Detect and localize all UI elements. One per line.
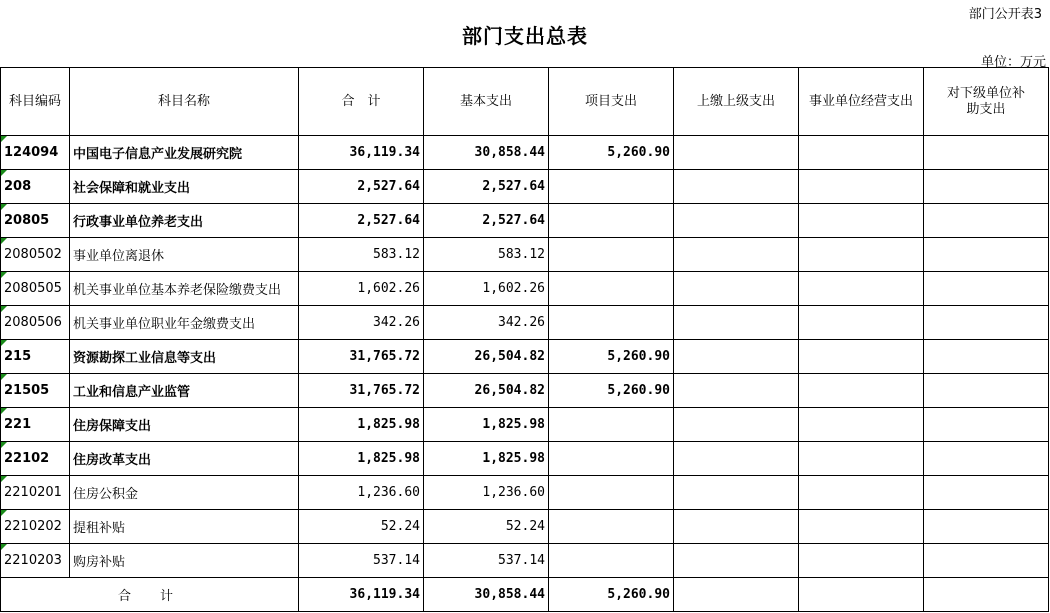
total-project: 5,260.90	[549, 578, 674, 612]
row-basic: 583.12	[424, 238, 549, 272]
row-upper	[674, 204, 799, 238]
row-code: 2210201	[1, 476, 70, 510]
total-total: 36,119.34	[299, 578, 424, 612]
cell-marker-icon	[1, 340, 7, 346]
row-total: 583.12	[299, 238, 424, 272]
table-row	[1, 374, 1049, 408]
cell-marker-icon	[1, 544, 7, 550]
header-subsidy: 对下级单位补助支出	[924, 68, 1049, 136]
row-subsidy	[924, 374, 1049, 408]
table-row	[1, 442, 1049, 476]
row-subsidy	[924, 306, 1049, 340]
row-subsidy	[924, 476, 1049, 510]
cell-marker-icon	[1, 408, 7, 414]
row-subsidy	[924, 272, 1049, 306]
row-project	[549, 204, 674, 238]
total-subsidy	[924, 578, 1049, 612]
row-name: 住房改革支出	[70, 442, 299, 476]
row-basic: 342.26	[424, 306, 549, 340]
table-row	[1, 204, 1049, 238]
row-total: 1,236.60	[299, 476, 424, 510]
table-row	[1, 544, 1049, 578]
total-basic: 30,858.44	[424, 578, 549, 612]
cell-marker-icon	[1, 204, 7, 210]
row-project: 5,260.90	[549, 374, 674, 408]
row-business	[799, 170, 924, 204]
row-subsidy	[924, 510, 1049, 544]
table-row	[1, 476, 1049, 510]
row-total: 2,527.64	[299, 204, 424, 238]
row-project	[549, 272, 674, 306]
row-subsidy	[924, 170, 1049, 204]
row-code: 208	[1, 170, 70, 204]
row-upper	[674, 306, 799, 340]
unit-label: 单位：万元	[980, 55, 1046, 70]
row-name: 工业和信息产业监管	[70, 374, 299, 408]
row-total: 1,825.98	[299, 408, 424, 442]
row-total: 36,119.34	[299, 136, 424, 170]
row-code: 2080506	[1, 306, 70, 340]
row-total: 2,527.64	[299, 170, 424, 204]
row-basic: 52.24	[424, 510, 549, 544]
row-total: 31,765.72	[299, 340, 424, 374]
row-total: 342.26	[299, 306, 424, 340]
row-basic: 26,504.82	[424, 340, 549, 374]
cell-marker-icon	[1, 442, 7, 448]
header-name: 科目名称	[70, 68, 299, 136]
row-business	[799, 272, 924, 306]
row-total: 537.14	[299, 544, 424, 578]
row-name: 事业单位离退休	[70, 238, 299, 272]
row-subsidy	[924, 408, 1049, 442]
row-code: 2210203	[1, 544, 70, 578]
row-code: 124094	[1, 136, 70, 170]
row-project: 5,260.90	[549, 136, 674, 170]
cell-marker-icon	[1, 510, 7, 516]
table-row	[1, 238, 1049, 272]
row-code: 21505	[1, 374, 70, 408]
table-body	[1, 136, 1049, 578]
row-name: 购房补贴	[70, 544, 299, 578]
row-name: 提租补贴	[70, 510, 299, 544]
row-name: 住房公积金	[70, 476, 299, 510]
row-upper	[674, 408, 799, 442]
row-code: 215	[1, 340, 70, 374]
row-project	[549, 510, 674, 544]
row-business	[799, 136, 924, 170]
row-upper	[674, 442, 799, 476]
row-upper	[674, 136, 799, 170]
row-basic: 537.14	[424, 544, 549, 578]
header-business: 事业单位经营支出	[799, 68, 924, 136]
row-project	[549, 238, 674, 272]
row-business	[799, 204, 924, 238]
cell-marker-icon	[1, 238, 7, 244]
row-subsidy	[924, 204, 1049, 238]
page-title: 部门支出总表	[462, 24, 588, 48]
row-upper	[674, 272, 799, 306]
row-business	[799, 238, 924, 272]
header-project: 项目支出	[549, 68, 674, 136]
row-business	[799, 476, 924, 510]
row-business	[799, 306, 924, 340]
row-code: 2080505	[1, 272, 70, 306]
row-project	[549, 476, 674, 510]
row-basic: 1,236.60	[424, 476, 549, 510]
header-row	[1, 68, 1049, 136]
row-upper	[674, 476, 799, 510]
form-number: 部门公开表3	[968, 7, 1042, 22]
row-basic: 1,825.98	[424, 408, 549, 442]
row-project: 5,260.90	[549, 340, 674, 374]
row-name: 资源勘探工业信息等支出	[70, 340, 299, 374]
total-business	[799, 578, 924, 612]
row-name: 社会保障和就业支出	[70, 170, 299, 204]
header-basic: 基本支出	[424, 68, 549, 136]
expenditure-table	[0, 67, 1049, 612]
row-code: 221	[1, 408, 70, 442]
row-name: 中国电子信息产业发展研究院	[70, 136, 299, 170]
total-row	[1, 578, 1049, 612]
row-total: 1,602.26	[299, 272, 424, 306]
header-upper: 上缴上级支出	[674, 68, 799, 136]
row-upper	[674, 170, 799, 204]
row-upper	[674, 374, 799, 408]
table-row	[1, 136, 1049, 170]
row-code: 2210202	[1, 510, 70, 544]
row-name: 机关事业单位基本养老保险缴费支出	[70, 272, 299, 306]
row-name: 住房保障支出	[70, 408, 299, 442]
row-business	[799, 510, 924, 544]
row-basic: 26,504.82	[424, 374, 549, 408]
row-project	[549, 544, 674, 578]
row-upper	[674, 510, 799, 544]
row-basic: 2,527.64	[424, 170, 549, 204]
row-name: 机关事业单位职业年金缴费支出	[70, 306, 299, 340]
row-project	[549, 442, 674, 476]
row-upper	[674, 238, 799, 272]
row-subsidy	[924, 442, 1049, 476]
row-total: 52.24	[299, 510, 424, 544]
cell-marker-icon	[1, 306, 7, 312]
table-row	[1, 408, 1049, 442]
row-basic: 1,602.26	[424, 272, 549, 306]
row-total: 31,765.72	[299, 374, 424, 408]
row-project	[549, 306, 674, 340]
row-business	[799, 374, 924, 408]
row-subsidy	[924, 340, 1049, 374]
row-project	[549, 408, 674, 442]
cell-marker-icon	[1, 136, 7, 142]
cell-marker-icon	[1, 476, 7, 482]
row-basic: 30,858.44	[424, 136, 549, 170]
row-upper	[674, 544, 799, 578]
row-upper	[674, 340, 799, 374]
row-name: 行政事业单位养老支出	[70, 204, 299, 238]
table-row	[1, 510, 1049, 544]
row-code: 20805	[1, 204, 70, 238]
table-row	[1, 272, 1049, 306]
cell-marker-icon	[1, 170, 7, 176]
table-row	[1, 340, 1049, 374]
cell-marker-icon	[1, 272, 7, 278]
row-subsidy	[924, 544, 1049, 578]
total-upper	[674, 578, 799, 612]
row-code: 2080502	[1, 238, 70, 272]
total-label: 合 计	[1, 578, 299, 612]
header-code: 科目编码	[1, 68, 70, 136]
row-basic: 1,825.98	[424, 442, 549, 476]
row-subsidy	[924, 238, 1049, 272]
table-row	[1, 170, 1049, 204]
row-business	[799, 340, 924, 374]
header-total: 合 计	[299, 68, 424, 136]
table-row	[1, 306, 1049, 340]
row-business	[799, 544, 924, 578]
row-subsidy	[924, 136, 1049, 170]
row-business	[799, 408, 924, 442]
row-total: 1,825.98	[299, 442, 424, 476]
row-basic: 2,527.64	[424, 204, 549, 238]
row-code: 22102	[1, 442, 70, 476]
row-business	[799, 442, 924, 476]
cell-marker-icon	[1, 374, 7, 380]
row-project	[549, 170, 674, 204]
